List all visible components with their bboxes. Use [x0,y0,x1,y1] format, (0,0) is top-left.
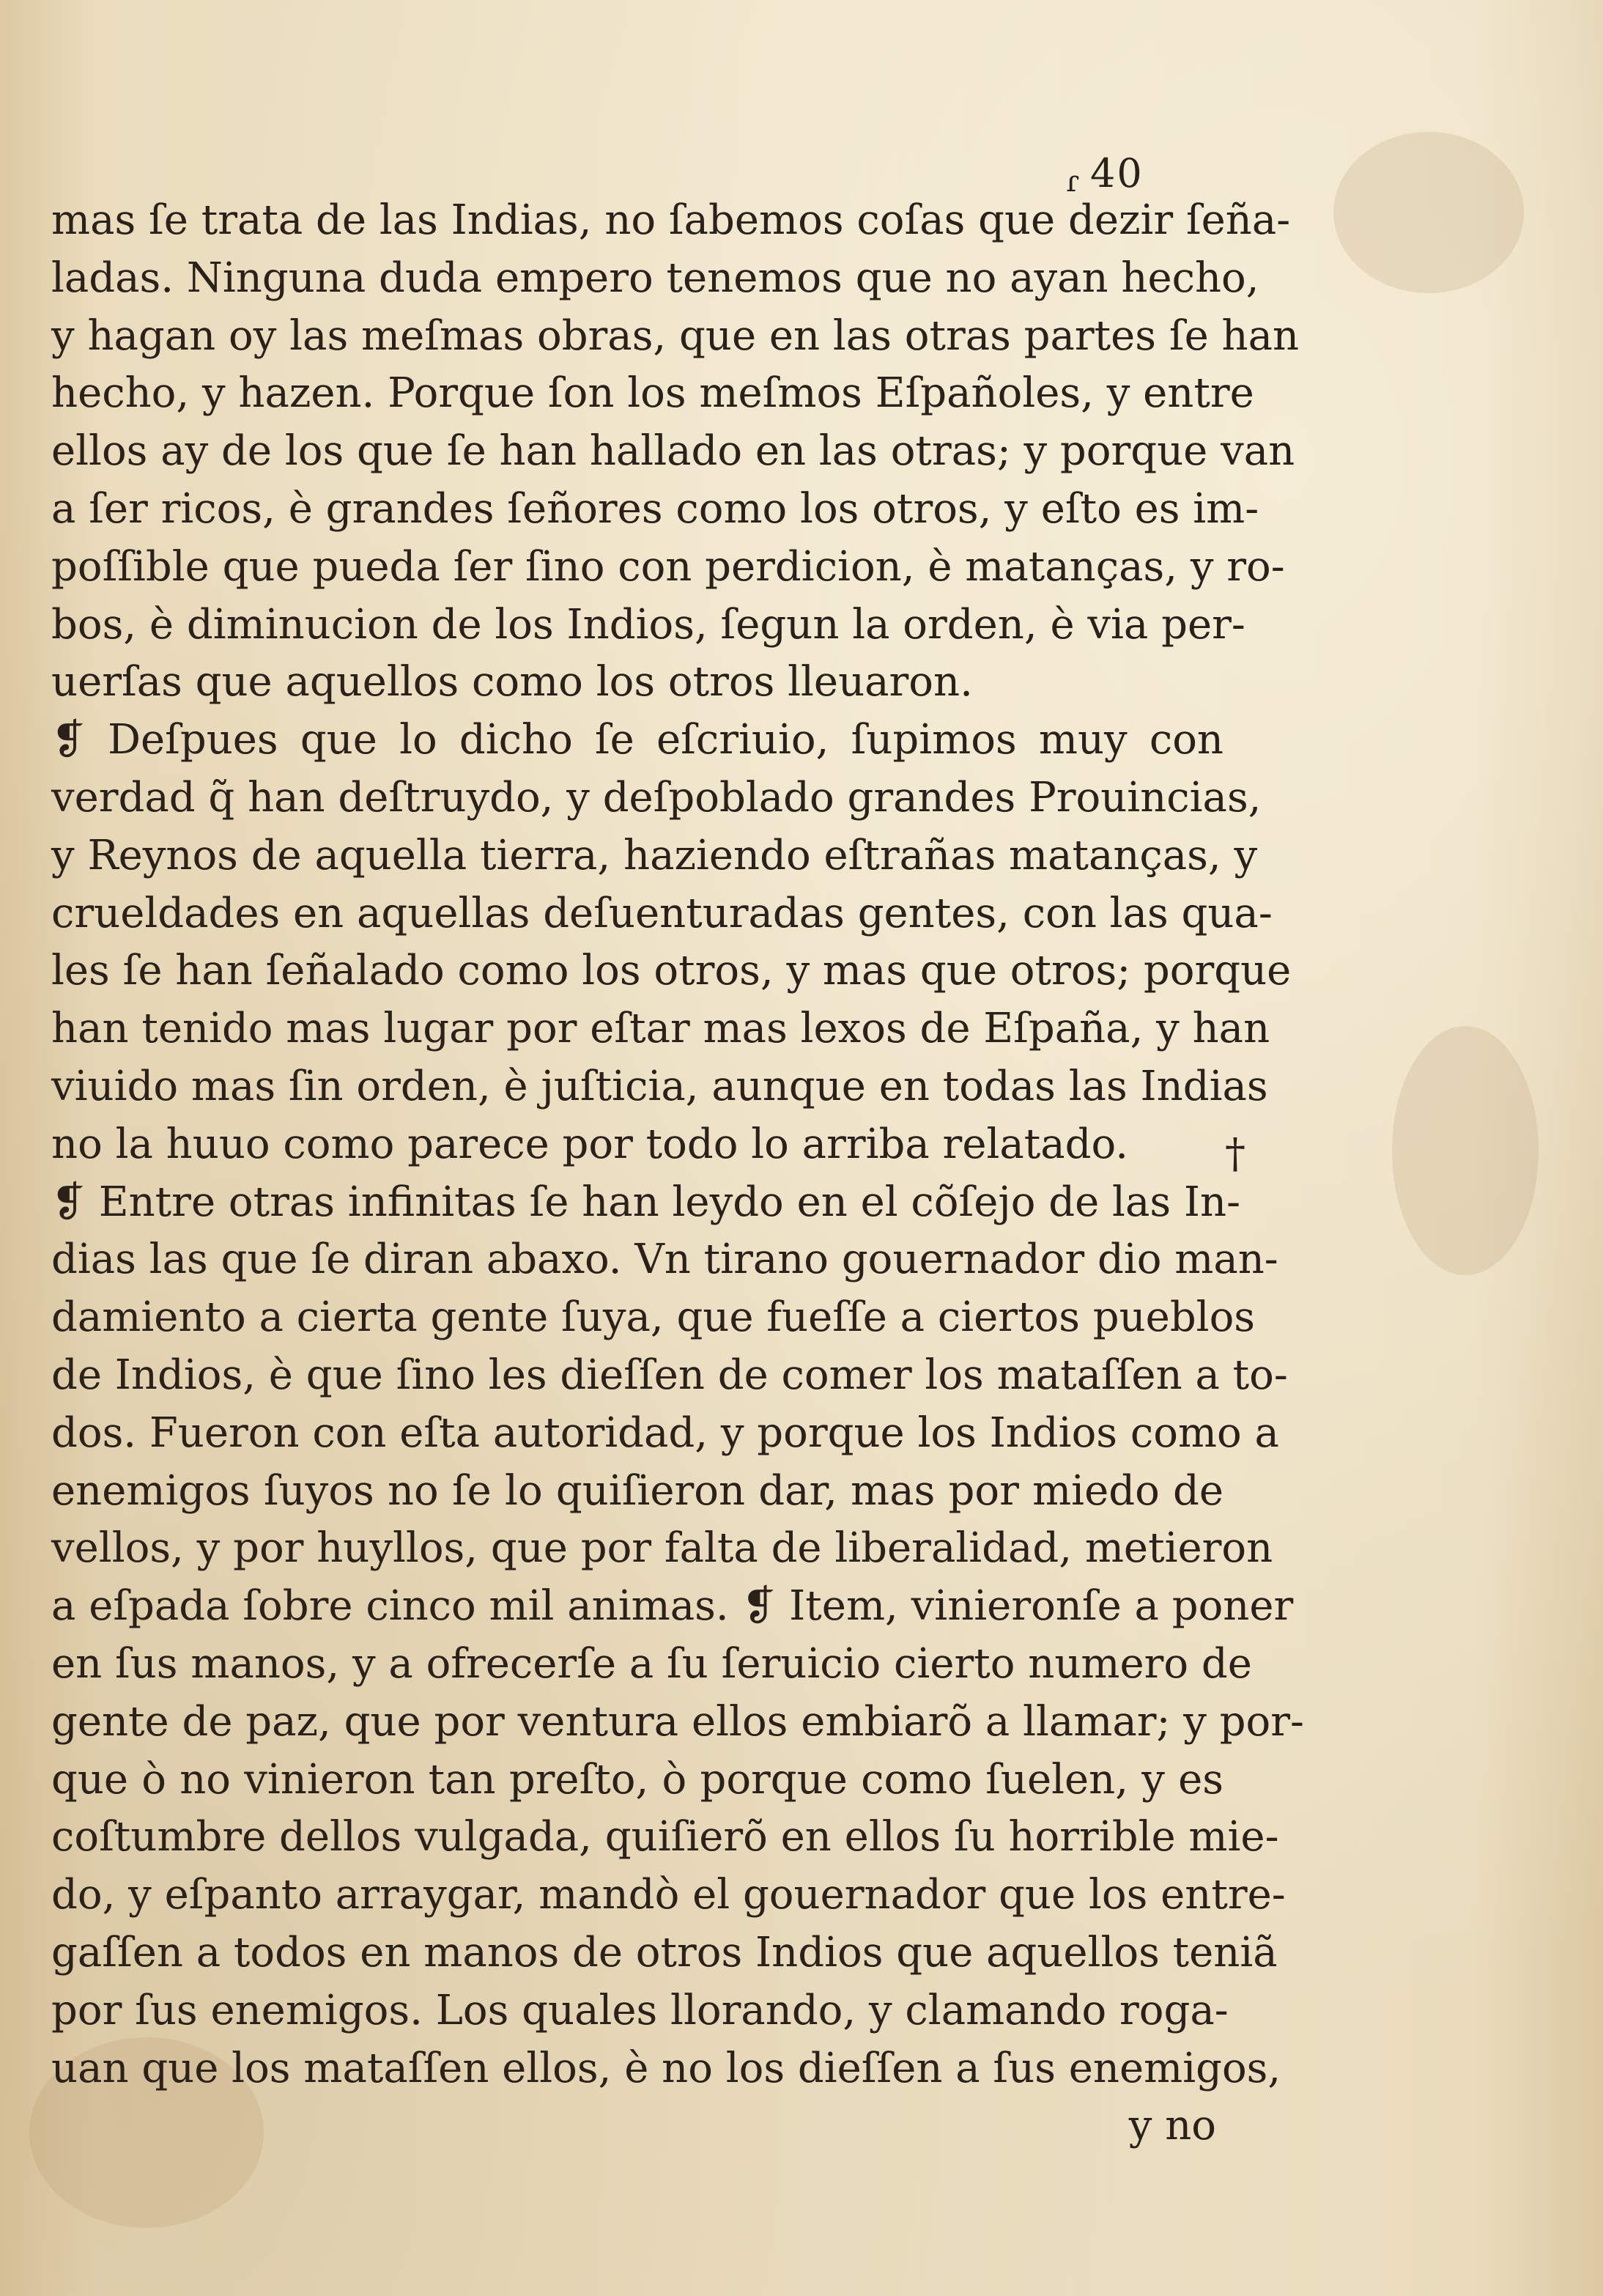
text-line: ❡ Entre otras infinitas ſe han leydo en el cõſejo de las In- [51,1178,1240,1226]
text-line: dos. Fueron con eſta autoridad, y porque los Indios como a [51,1409,1279,1457]
text-line: en ſus manos, y a ofrecerſe a ſu ſeruicio cierto numero de [51,1639,1252,1688]
text-line: a eſpada ſobre cinco mil animas. ❡ Item, vinieronſe a poner [51,1582,1294,1631]
paper-stain [1392,1026,1539,1275]
text-line: coſtumbre dellos vulgada, quiſierõ en ellos ſu horrible mie- [51,1813,1279,1861]
text-line: no la huuo como parece por todo lo arriba relatado. [51,1120,1129,1168]
text-line: por ſus enemigos. Los quales llorando, y clamando roga- [51,1986,1229,2034]
text-line: a ſer ricos, è grandes ſeñores como los otros, y eſto es im- [51,484,1259,533]
text-line: damiento a cierta gente ſuya, que fueſſe a ciertos pueblos [51,1293,1256,1342]
text-line: do, y eſpanto arraygar, mandò el gouernador que los entre- [51,1871,1286,1919]
text-line: ellos ay de los que ſe han hallado en las otras; y porque van [51,427,1295,476]
text-line: vellos, y por huyllos, que por falta de liberalidad, metieron [51,1524,1273,1573]
text-line: enemigos ſuyos no ſe lo quiſieron dar, mas por miedo de [51,1466,1223,1515]
text-line: hecho, y hazen. Porque ſon los meſmos Eſpañoles, y entre [51,369,1254,418]
folio-number: 40 [1090,150,1144,196]
text-line: ladas. Ninguna duda empero tenemos que no ayan hecho, [51,254,1259,302]
text-line: verdad q̃ han deſtruydo, y deſpoblado grandes Prouincias, [51,773,1262,822]
text-line: de Indios, è que ſino les dieſſen de comer los mataſſen a to- [51,1351,1288,1399]
marginal-cross-mark: † [1225,1130,1245,1178]
text-line: y Reynos de aquella tierra, haziendo eſtrañas matanças, y [51,831,1258,879]
catchword: y no [1128,2102,1216,2150]
text-line: han tenido mas lugar por eſtar mas lexos de Eſpaña, y han [51,1005,1270,1053]
text-line: ❡ Deſpues que lo dicho ſe eſcriuio, ſupimos muy con [51,716,1223,764]
text-line: uerſas que aquellos como los otros lleuaron. [51,658,973,706]
text-line: uan que los mataſſen ellos, è no los dieſſen a ſus enemigos, [51,2044,1281,2092]
text-line: gaſſen a todos en manos de otros Indios que aquellos teniã [51,1928,1278,1976]
text-line: que ò no vinieron tan preſto, ò porque como ſuelen, y es [51,1755,1223,1804]
text-line: crueldades en aquellas deſuenturadas gentes, con las qua- [51,889,1273,937]
folio-signature-mark: ɾ [1066,165,1080,199]
text-line: dias las que ſe diran abaxo. Vn tirano gouernador dio man- [51,1236,1278,1284]
text-line: y hagan oy las meſmas obras, que en las otras partes ſe han [51,311,1300,360]
text-line: viuido mas ſin orden, è juſticia, aunque en todas las Indias [51,1062,1268,1110]
text-line: poſſible que pueda ſer ſino con perdicion, è matanças, y ro- [51,542,1285,591]
body-text [51,192,1304,2155]
text-line: mas ſe trata de las Indias, no ſabemos coſas que dezir ſeña- [51,196,1291,244]
text-line: les ſe han ſeñalado como los otros, y mas que otros; porque [51,947,1292,995]
paper-stain [1333,132,1524,293]
text-line: bos, è diminucion de los Indios, ſegun la orden, è via per- [51,600,1245,649]
text-line: gente de paz, que por ventura ellos embiarõ a llamar; y por- [51,1697,1304,1746]
